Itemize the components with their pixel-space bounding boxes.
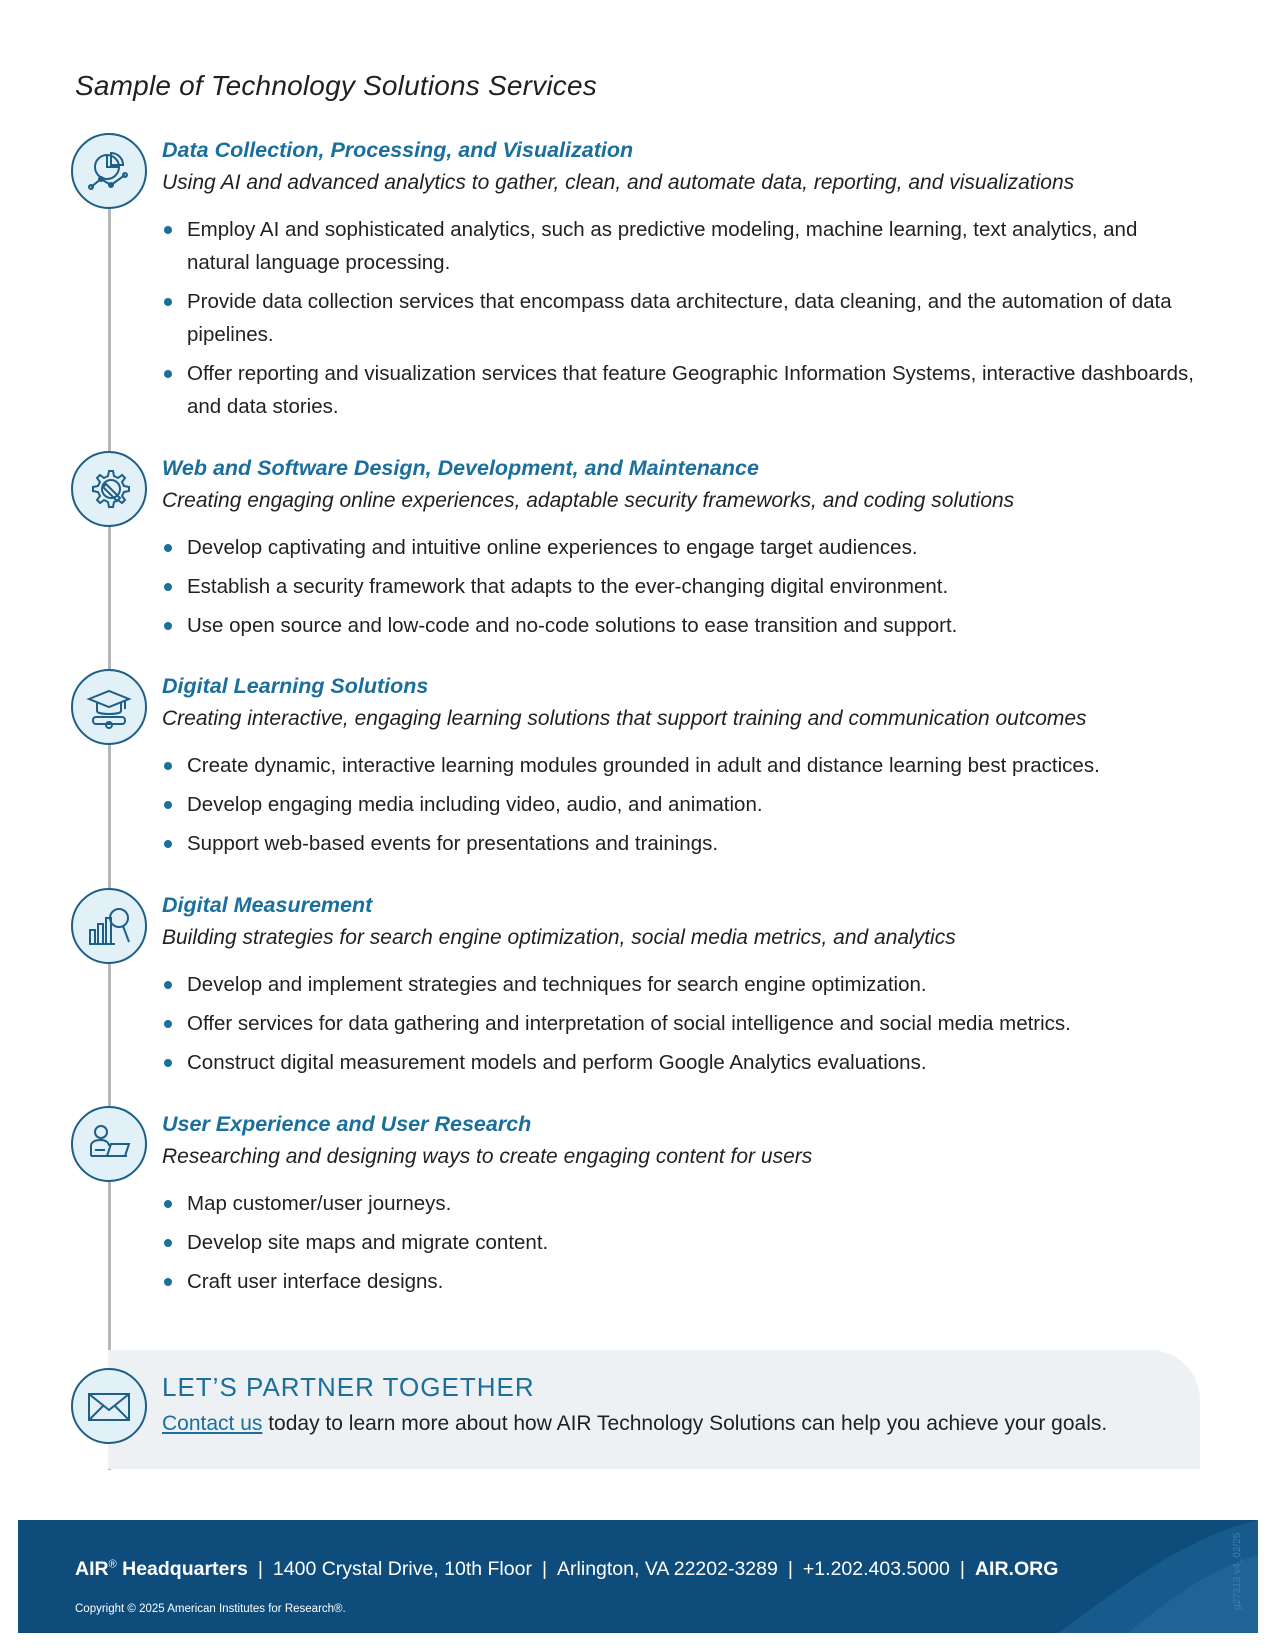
envelope-icon [71,1368,147,1444]
section-title: Web and Software Design, Development, and Maintenance [162,456,759,480]
page-title: Sample of Technology Solutions Services [75,70,597,101]
section-subtitle: Researching and designing ways to create engaging content for users [162,1145,813,1168]
footer [18,1520,1258,1633]
list-item: Employ AI and sophisticated analytics, such as predictive modeling, machine learning, text analytics, and natural language processing. [162,213,1202,279]
footer-hq: Headquarters [116,1558,248,1580]
section-subtitle: Building strategies for search engine optimization, social media metrics, and analytics [162,926,956,949]
data-visualization-icon [71,133,147,209]
list-item: Offer reporting and visualization services that feature Geographic Information Systems, interactive dashboards, and data stories. [162,357,1202,423]
list-item: Construct digital measurement models and perform Google Analytics evaluations. [162,1046,1202,1079]
footer-org: AIR [75,1558,109,1580]
bullet-list [162,968,1202,1085]
user-laptop-icon [71,1106,147,1182]
document-code: g27313 v4_02/25 [1232,1532,1243,1610]
footer-address: 1400 Crystal Drive, 10th Floor [272,1558,532,1580]
list-item: Develop engaging media including video, audio, and animation. [162,788,1202,821]
footer-phone: +1.202.403.5000 [802,1558,950,1580]
list-item: Provide data collection services that encompass data architecture, data cleaning, and the automation of data pipelines. [162,285,1202,351]
partner-title: LET’S PARTNER TOGETHER [162,1372,535,1402]
footer-contact-line [75,1558,1058,1581]
section-subtitle: Creating engaging online experiences, adaptable security frameworks, and coding solutions [162,489,1015,512]
footer-copyright: Copyright © 2025 American Institutes for Research®. [75,1603,346,1615]
list-item: Create dynamic, interactive learning modules grounded in adult and distance learning best practices. [162,749,1202,782]
separator: | [787,1558,793,1580]
partner-message: today to learn more about how AIR Technology Solutions can help you achieve your goals. [262,1412,1108,1435]
list-item: Develop site maps and migrate content. [162,1226,1202,1259]
footer-site-link[interactable]: AIR.ORG [974,1558,1059,1580]
section-title: Digital Measurement [162,893,373,917]
graduation-cap-icon [71,669,147,745]
footer-city: Arlington, VA 22202-3289 [557,1558,778,1580]
separator: | [257,1558,263,1580]
gear-wrench-icon [71,451,147,527]
list-item: Craft user interface designs. [162,1265,1202,1298]
bullet-list [162,531,1202,648]
section-title: Data Collection, Processing, and Visualization [162,138,634,162]
section-title: Digital Learning Solutions [162,674,429,698]
footer-reg: ® [108,1558,117,1571]
timeline-line [108,170,111,1470]
bullet-list [162,1187,1202,1304]
bullet-list [162,749,1202,866]
partner-text [162,1412,1107,1436]
bar-chart-magnifier-icon [71,888,147,964]
section-title: User Experience and User Research [162,1112,532,1136]
list-item: Support web-based events for presentations and trainings. [162,827,1202,860]
list-item: Establish a security framework that adapts to the ever-changing digital environment. [162,570,1202,603]
contact-us-link[interactable]: Contact us [162,1412,263,1435]
section-subtitle: Using AI and advanced analytics to gather, clean, and automate data, reporting, and visualizations [162,171,1075,194]
separator: | [541,1558,548,1580]
section-subtitle: Creating interactive, engaging learning solutions that support training and communication outcomes [162,707,1087,730]
list-item: Develop captivating and intuitive online experiences to engage target audiences. [162,531,1202,564]
bullet-list [162,213,1202,429]
list-item: Offer services for data gathering and interpretation of social intelligence and social media metrics. [162,1007,1202,1040]
list-item: Develop and implement strategies and techniques for search engine optimization. [162,968,1202,1001]
separator: | [959,1558,965,1580]
list-item: Use open source and low-code and no-code solutions to ease transition and support. [162,609,1202,642]
partner-callout [108,1350,1200,1469]
list-item: Map customer/user journeys. [162,1187,1202,1220]
